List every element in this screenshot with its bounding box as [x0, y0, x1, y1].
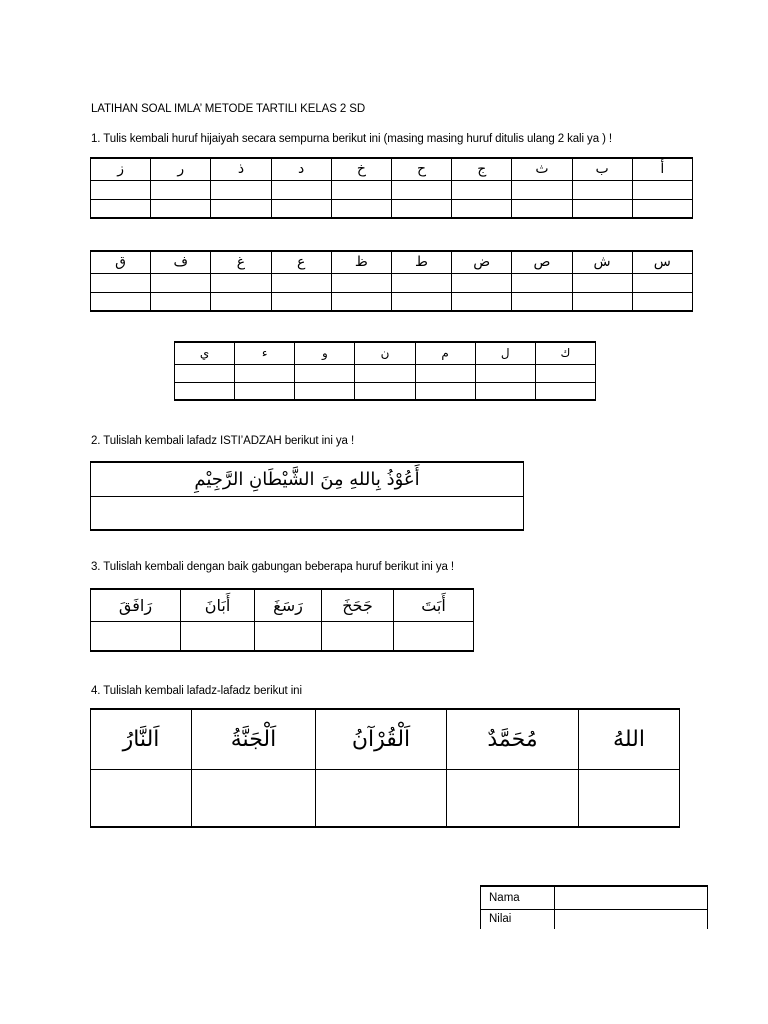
answer-cell[interactable]	[151, 273, 211, 292]
answer-cell[interactable]	[175, 364, 235, 382]
answer-cell[interactable]	[391, 292, 451, 311]
q4-lafadz-table	[90, 708, 680, 828]
letter-cell: ف	[151, 251, 211, 273]
letter-cell: ح	[391, 158, 451, 180]
q3-combination-table	[90, 588, 474, 652]
letter-cell: ذ	[211, 158, 271, 180]
answer-cell[interactable]	[151, 199, 211, 218]
answer-cell[interactable]	[211, 273, 271, 292]
q2-istiadzah-table	[90, 461, 524, 531]
name-field[interactable]	[555, 886, 708, 909]
answer-cell[interactable]	[572, 292, 632, 311]
letter-cell: ق	[91, 251, 151, 273]
score-box	[480, 885, 708, 929]
letter-cell: د	[271, 158, 331, 180]
answer-cell[interactable]	[391, 273, 451, 292]
answer-cell[interactable]	[475, 364, 535, 382]
letter-cell: ب	[572, 158, 632, 180]
q1-instruction: 1. Tulis kembali huruf hijaiyah secara sempurna berikut ini (masing masing huruf ditulis ulang 2 kali ya ) !	[91, 133, 613, 145]
answer-cell[interactable]	[512, 199, 572, 218]
q1-letter-table-1	[90, 157, 693, 219]
answer-cell[interactable]	[91, 769, 192, 827]
letter-cell: ث	[512, 158, 572, 180]
letter-cell: ن	[355, 342, 415, 364]
answer-cell[interactable]	[211, 180, 271, 199]
lafadz-cell: اَلنَّارُ	[91, 709, 192, 769]
answer-cell[interactable]	[271, 180, 331, 199]
lafadz-cell: مُحَمَّدٌ	[447, 709, 579, 769]
answer-cell[interactable]	[331, 292, 391, 311]
istiadzah-text: أَعُوْذُ بِاللهِ مِنَ الشَّيْطَانِ الرَّجِيْمِ	[91, 462, 524, 496]
letter-cell: و	[295, 342, 355, 364]
name-label: Nama	[481, 886, 555, 909]
answer-cell[interactable]	[91, 273, 151, 292]
letter-cell: غ	[211, 251, 271, 273]
letter-cell: ج	[452, 158, 512, 180]
answer-cell[interactable]	[415, 382, 475, 400]
answer-cell[interactable]	[512, 273, 572, 292]
answer-cell[interactable]	[295, 364, 355, 382]
answer-cell[interactable]	[331, 180, 391, 199]
answer-cell[interactable]	[91, 496, 524, 530]
letter-cell: ي	[175, 342, 235, 364]
answer-cell[interactable]	[447, 769, 579, 827]
answer-cell[interactable]	[572, 199, 632, 218]
answer-cell[interactable]	[91, 199, 151, 218]
answer-cell[interactable]	[632, 273, 692, 292]
answer-cell[interactable]	[391, 199, 451, 218]
answer-cell[interactable]	[512, 292, 572, 311]
letter-cell: ش	[572, 251, 632, 273]
answer-cell[interactable]	[91, 292, 151, 311]
letter-cell: ع	[271, 251, 331, 273]
answer-cell[interactable]	[331, 273, 391, 292]
answer-cell[interactable]	[355, 364, 415, 382]
answer-cell[interactable]	[271, 273, 331, 292]
letter-cell: ز	[91, 158, 151, 180]
answer-cell[interactable]	[452, 273, 512, 292]
lafadz-cell: اَلْقُرْآنُ	[316, 709, 447, 769]
answer-cell[interactable]	[211, 199, 271, 218]
letter-cell: م	[415, 342, 475, 364]
answer-cell[interactable]	[475, 382, 535, 400]
answer-cell[interactable]	[316, 769, 447, 827]
answer-cell[interactable]	[512, 180, 572, 199]
answer-cell[interactable]	[255, 621, 322, 651]
letter-cell: ل	[475, 342, 535, 364]
lafadz-cell: اللهُ	[579, 709, 680, 769]
combination-cell: أَبَتَ	[394, 589, 474, 621]
letter-cell: ض	[452, 251, 512, 273]
answer-cell[interactable]	[91, 621, 181, 651]
answer-cell[interactable]	[235, 364, 295, 382]
q1-letter-table-2	[90, 250, 693, 312]
answer-cell[interactable]	[632, 292, 692, 311]
letter-cell: ص	[512, 251, 572, 273]
letter-cell: س	[632, 251, 692, 273]
answer-cell[interactable]	[535, 382, 595, 400]
letter-cell: أ	[632, 158, 692, 180]
answer-cell[interactable]	[415, 364, 475, 382]
answer-cell[interactable]	[355, 382, 415, 400]
answer-cell[interactable]	[192, 769, 316, 827]
answer-cell[interactable]	[91, 180, 151, 199]
answer-cell[interactable]	[295, 382, 355, 400]
answer-cell[interactable]	[151, 292, 211, 311]
q2-instruction: 2. Tulislah kembali lafadz ISTI’ADZAH berikut ini ya !	[91, 435, 355, 447]
combination-cell: أَبَانَ	[181, 589, 255, 621]
letter-cell: ر	[151, 158, 211, 180]
grade-field[interactable]	[555, 909, 708, 929]
answer-cell[interactable]	[452, 199, 512, 218]
combination-cell: رَسَغَ	[255, 589, 322, 621]
q3-instruction: 3. Tulislah kembali dengan baik gabungan beberapa huruf berikut ini ya !	[91, 561, 454, 573]
answer-cell[interactable]	[322, 621, 394, 651]
answer-cell[interactable]	[394, 621, 474, 651]
answer-cell[interactable]	[271, 199, 331, 218]
letter-cell: ط	[391, 251, 451, 273]
q4-instruction: 4. Tulislah kembali lafadz-lafadz berikut ini	[91, 685, 302, 697]
letter-cell: خ	[331, 158, 391, 180]
answer-cell[interactable]	[175, 382, 235, 400]
answer-cell[interactable]	[579, 769, 680, 827]
combination-cell: جَحَخَ	[322, 589, 394, 621]
answer-cell[interactable]	[452, 180, 512, 199]
answer-cell[interactable]	[391, 180, 451, 199]
answer-cell[interactable]	[572, 180, 632, 199]
letter-cell: ظ	[331, 251, 391, 273]
letter-cell: ك	[535, 342, 595, 364]
grade-label: Nilai	[481, 909, 555, 929]
answer-cell[interactable]	[271, 292, 331, 311]
answer-cell[interactable]	[632, 180, 692, 199]
answer-cell[interactable]	[632, 199, 692, 218]
answer-cell[interactable]	[331, 199, 391, 218]
combination-cell: رَافَقَ	[91, 589, 181, 621]
answer-cell[interactable]	[181, 621, 255, 651]
q1-letter-table-3	[174, 341, 596, 401]
answer-cell[interactable]	[572, 273, 632, 292]
lafadz-cell: اَلْجَنَّةُ	[192, 709, 316, 769]
answer-cell[interactable]	[151, 180, 211, 199]
answer-cell[interactable]	[535, 364, 595, 382]
answer-cell[interactable]	[452, 292, 512, 311]
letter-cell: ء	[235, 342, 295, 364]
answer-cell[interactable]	[211, 292, 271, 311]
answer-cell[interactable]	[235, 382, 295, 400]
worksheet-title: LATIHAN SOAL IMLA’ METODE TARTILI KELAS 2 SD	[91, 103, 366, 115]
